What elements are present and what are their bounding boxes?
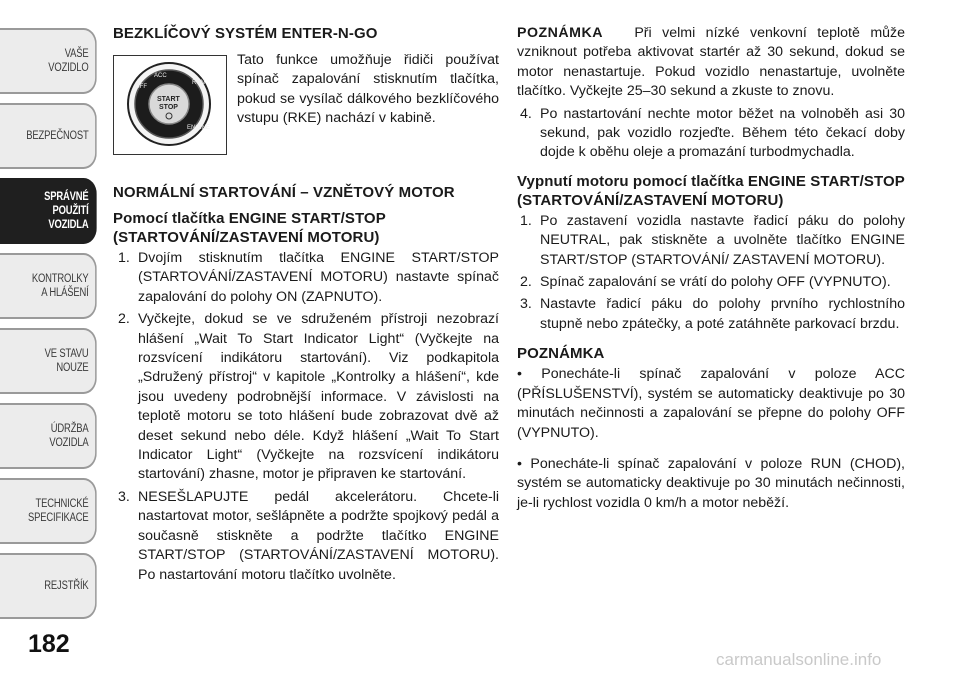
section-heading-shutdown: Vypnutí motoru pomocí tlačítka ENGINE START/STOP (STARTOVÁNÍ/ZASTAVENÍ MOTORU) bbox=[517, 172, 905, 209]
shutdown-steps-list bbox=[517, 212, 905, 334]
list-item: 4. Po nastartování nechte motor běžet na volnoběh asi 30 sekund, pak vozidlo rozjeďte. Během této čekací doby dojde k oběhu oleje a promazání turbodmychadla. bbox=[520, 105, 905, 161]
chapter-tabs bbox=[0, 28, 102, 628]
step-4-list bbox=[517, 105, 905, 163]
list-item: 2. Spínač zapalování se vrátí do polohy OFF (VYPNUTO). bbox=[520, 274, 891, 291]
label-engine: ENGINE bbox=[187, 125, 211, 131]
page-number: 182 bbox=[28, 630, 70, 658]
label-stop: STOP bbox=[159, 104, 178, 111]
tab-rejstrik[interactable]: REJSTŘÍK bbox=[0, 553, 97, 619]
engine-start-stop-button-icon bbox=[113, 55, 227, 155]
note-label: POZNÁMKA bbox=[517, 25, 603, 41]
note-paragraph: POZNÁMKA Při velmi nízké venkovní teplotě může vzniknout potřeba aktivovat startér až 30 sekund, dokud se motor nenastartuje. Pokud vozidlo nenastartuje, uvolněte tlačítko. Vyčkejte 25–30 sekund a zkuste to znovu. bbox=[517, 25, 906, 100]
note-bullet-acc: • Ponecháte-li spínač zapalování v poloze ACC (PŘÍSLUŠENSTVÍ), systém se automaticky deaktivuje po 30 minutách nečinnosti a zapalování se přepne do polohy OFF (VYPNUTO). bbox=[517, 366, 905, 441]
list-item: 1. Dvojím stisknutím tlačítka ENGINE START/STOP (STARTOVÁNÍ/ZASTAVENÍ MOTORU) nastavte spínač zapalování do polohy ON (ZAPNUTO). bbox=[118, 250, 499, 305]
tab-vase-vozidlo[interactable]: VAŠE VOZIDLO bbox=[0, 28, 97, 94]
tab-ve-stavu-nouze[interactable]: VE STAVU NOUZE bbox=[0, 328, 97, 394]
label-run: RUN bbox=[192, 80, 205, 86]
note-bullet-run: • Ponecháte-li spínač zapalování v poloze RUN (CHOD), systém se automaticky deaktivuje po 30 minutách nečinnosti, je-li rychlost vozidla 0 km/h a motor neběží. bbox=[517, 455, 905, 511]
list-item: 2. Vyčkejte, dokud se ve sdruženém přístroji nezobrazí hlášení „Wait To Start Indicator Light“ (Vyčkejte na rozsvícení indikátoru startování). Viz podkapitola „Sdružený přístroj“ v kapitole „Kontrolky a hlášení“, kde jsou uvedeny podrobnější informace. V závislosti na teplotě motoru se toto hlášení bude zobrazovat dvě až deset sekund nebo déle. Když hlášení „Wait To Start Indicator Light“ (Vyčkejte na rozsvícení indikátoru startování) zhasne, motor je připraven ke startování. bbox=[118, 311, 499, 483]
tab-spravne-pouziti-vozidla[interactable]: SPRÁVNÉ POUŽITÍ VOZIDLA bbox=[0, 178, 97, 244]
list-item: 3. NESEŠLAPUJTE pedál akcelerátoru. Chcete-li nastartovat motor, sešlápněte a podržte spojkový pedál a současně stiskněte a podržte tlačítko ENGINE START/STOP (STARTOVÁNÍ/ZASTAVENÍ MOTORU). Po nastartování motoru tlačítko uvolněte. bbox=[118, 488, 499, 583]
tab-udrzba-vozidla[interactable]: ÚDRŽBA VOZIDLA bbox=[0, 403, 97, 469]
keyless-intro-text: Tato funkce umožňuje řidiči používat spínač zapalování stisknutím tlačítka, pokud se vysílač dálkového bezklíčového vstupu (RKE) nachází v kabině. bbox=[237, 52, 499, 127]
tab-technicke-specifikace[interactable]: TECHNICKÉ SPECIFIKACE bbox=[0, 478, 97, 544]
tab-bezpecnost[interactable]: BEZPEČNOST bbox=[0, 103, 97, 169]
label-off: OFF bbox=[135, 84, 147, 90]
section-heading-keyless: BEZKLÍČOVÝ SYSTÉM ENTER-N-GO bbox=[113, 25, 378, 42]
start-steps-list bbox=[113, 249, 499, 585]
right-column bbox=[517, 24, 905, 513]
start-stop-button-illustration bbox=[114, 56, 225, 153]
list-item: 3. Nastavte řadicí páku do polohy prvního rychlostního stupně nebo zpátečky, a poté zatáhněte parkovací brzdu. bbox=[520, 296, 905, 332]
subheading-start-button: Pomocí tlačítka ENGINE START/STOP (STARTOVÁNÍ/ZASTAVENÍ MOTORU) bbox=[113, 210, 386, 246]
tab-kontrolky-a-hlaseni[interactable]: KONTROLKY A HLÁŠENÍ bbox=[0, 253, 97, 319]
section-heading-diesel-start: NORMÁLNÍ STARTOVÁNÍ – VZNĚTOVÝ MOTOR bbox=[113, 184, 455, 201]
label-acc: ACC bbox=[154, 73, 167, 79]
left-column bbox=[113, 24, 499, 588]
list-item: 1. Po zastavení vozidla nastavte řadicí páku do polohy NEUTRAL, pak stiskněte a uvolněte tlačítko ENGINE START/STOP (STARTOVÁNÍ/ ZASTAVENÍ MOTORU). bbox=[520, 212, 905, 268]
watermark: carmanualsonline.info bbox=[716, 650, 882, 669]
note-heading: POZNÁMKA bbox=[517, 345, 605, 363]
label-start: START bbox=[157, 96, 180, 103]
